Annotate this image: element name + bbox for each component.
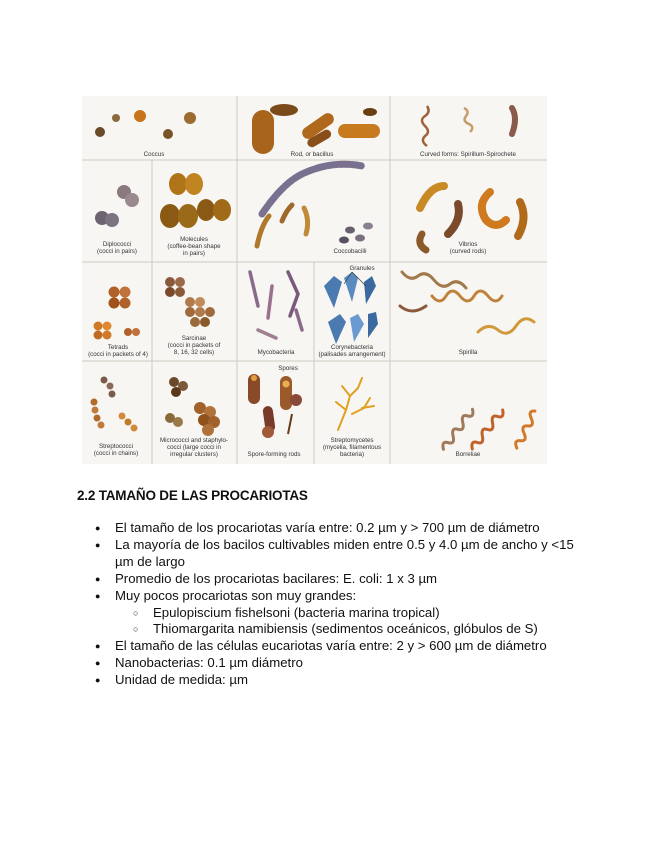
size-bullet-list [77,520,577,689]
caption-tetrads: Tetrads [107,344,129,351]
list-item: ● Unidad de medida: µm [77,672,577,689]
list-item: ● La mayoría de los bacilos cultivables miden entre 0.5 y 4.0 µm de ancho y <15 µm de largo [77,537,577,571]
list-item: ● Nanobacterias: 0.1 µm diámetro [77,655,577,672]
corynebacteria-cells [324,272,378,344]
caption-streptomycetes-sub2: bacteria) [339,451,365,458]
caption-staph-sub1: cocci (large cocci in [167,444,221,451]
spore-forming-cells [248,374,302,438]
caption-vibrios-sub: (curved rods) [449,248,487,255]
large-prokaryotes-sublist [115,605,577,639]
rod-cells [252,104,380,154]
caption-streptococci: Streptococci [98,443,134,450]
coccus-cells [95,110,196,139]
caption-molecule-sub2: in pairs) [182,250,206,257]
staphylococci-cells [165,377,220,436]
caption-sarcinae: Sarcinae [181,335,207,342]
list-item: ● Promedio de los procariotas bacilares: E. coli: 1 x 3 µm [77,571,577,588]
sarcinae-cells [165,277,215,327]
diplococci-cells [95,185,139,227]
list-item-with-sublist [77,588,577,639]
caption-sporeforming: Spore-forming rods [247,451,301,458]
section-heading: 2.2 TAMAÑO DE LAS PROCARIOTAS [77,488,308,503]
bacteria-morphology-figure [82,96,547,464]
caption-rod: Rod, or bacillus [290,151,334,158]
caption-streptomycetes-sub1: (mycelia, filamentous [322,444,382,451]
caption-tetrads-sub: (cocci in packets of 4) [88,351,148,358]
caption-molecule-sub1: (coffee-bean shape [167,243,221,250]
caption-granules: Granules [349,265,375,272]
list-item: ● El tamaño de las células eucariotas varía entre: 2 y > 600 µm de diámetro [77,638,577,655]
caption-sarcinae-sub2: 8, 16, 32 cells) [173,349,215,356]
mycobacteria-cells [250,272,302,338]
caption-streptomycetes: Streptomycetes [330,437,374,444]
caption-diplococci-sub: (cocci in pairs) [97,248,137,255]
streptococci-cells [91,377,138,432]
caption-coccobacilli: Coccobacilli [333,248,367,255]
caption-staph-sub2: irregular clusters) [170,451,218,458]
caption-coccus: Coccus [143,151,165,158]
coccobacilli-cells [257,164,373,246]
caption-curved: Curved forms: Spirillum-Spirochete [420,151,516,158]
sub-list-item: ○ Thiomargarita namibiensis (sedimentos oceánicos, glóbulos de S) [115,621,577,638]
caption-spirilla: Spirilla [458,349,478,356]
caption-corynebacteria-sub: (palisades arrangement) [318,351,386,358]
caption-diplococci: Diplococci [102,241,132,248]
spirilla-cells [400,272,534,333]
caption-staph: Micrococci and staphylo- [159,437,229,444]
molecule-cells [160,173,231,228]
caption-spores: Spores [278,365,298,372]
bacteria-morphology-illustration [82,96,547,464]
caption-streptococci-sub: (cocci in chains) [93,450,139,457]
borrelia-cells [435,409,543,450]
curved-cells [422,106,515,146]
caption-molecule: Molecules [180,236,208,243]
list-item: ● El tamaño de los procariotas varía entre: 0.2 µm y > 700 µm de diámetro [77,520,577,537]
caption-sarcinae-sub1: (cocci in packets of [167,342,221,349]
streptomycetes-cells [336,378,374,430]
list-item-text: Muy pocos procariotas son muy grandes: [115,587,357,603]
caption-vibrios: Vibrios [458,241,478,248]
caption-mycobacteria: Mycobacteria [257,349,295,356]
caption-borrelia: Borreliae [455,451,481,458]
tetrad-cells [94,287,141,340]
sub-list-item: ○ Epulopiscium fishelsoni (bacteria marina tropical) [115,605,577,622]
caption-corynebacteria: Corynebacteria [331,344,373,351]
